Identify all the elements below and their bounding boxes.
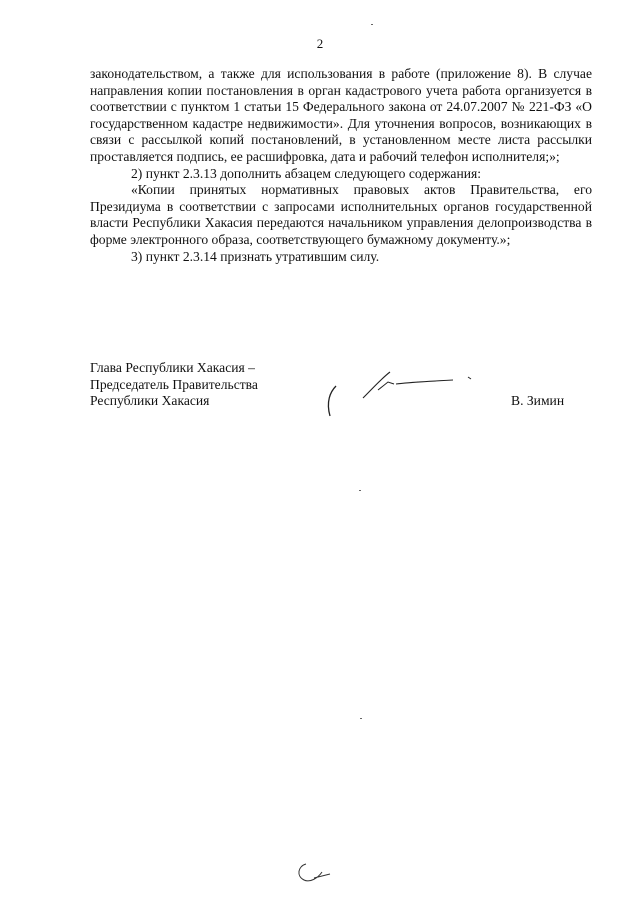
paragraph-continuation: законодательством, а также для использования в работе (приложение 8). В случае направления копии постановления в орган кадастрового учета работа организуется в соответствии с пунктом 1 статьи 15 Федерального закона от 24.07.2007 № 221-ФЗ «О государственном кадастре недвижимости». Для уточнения вопросов, возникающих в связи с рассылкой копий постановлений, в установленном месте листа рассылки проставляется подпись, ее расшифровка, дата и рабочий телефон исполнителя;»;: [90, 66, 592, 164]
scan-speck: [371, 24, 373, 25]
scan-speck: [359, 490, 361, 491]
signatory-title: [90, 360, 258, 410]
handwritten-signature: [318, 360, 488, 420]
paragraph-item-2: 2) пункт 2.3.13 дополнить абзацем следующего содержания:: [131, 165, 482, 181]
paragraph-item-3: 3) пункт 2.3.14 признать утратившим силу.: [131, 248, 380, 264]
signatory-title-line-1: Глава Республики Хакасия –: [90, 360, 255, 375]
signatory-name: В. Зимин: [511, 393, 565, 408]
document-body: [90, 66, 592, 265]
scan-speck: [360, 718, 362, 719]
paragraph-quote: «Копии принятых нормативных правовых актов Правительства, его Президиума в соответствии с запросами исполнительных органов государственной власти Республики Хакасия передаются начальником управления делопроизводства в форме электронного образа, соответствующего бумажному документу.»;: [90, 182, 592, 247]
page-number: 2: [316, 36, 324, 51]
signatory-title-line-2: Председатель Правительства: [90, 376, 258, 392]
handwritten-initials: [292, 858, 336, 888]
signatory-title-line-3: Республики Хакасия: [90, 393, 210, 409]
